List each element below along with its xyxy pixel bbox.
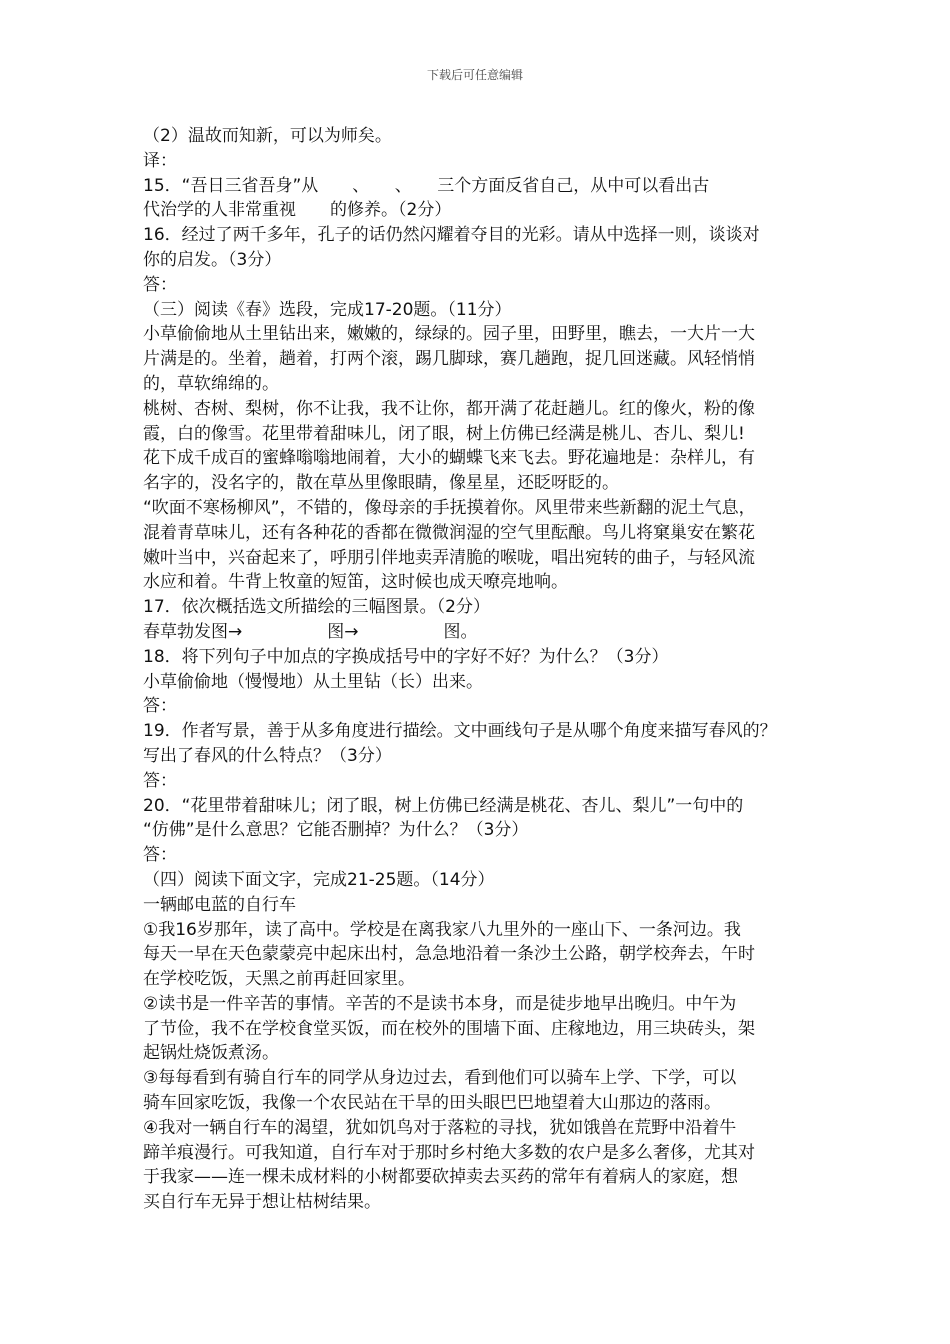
passage-line: 霞，白的像雪。花里带着甜味儿，闭了眼，树上仿佛已经满是桃儿、杏儿、梨儿! (143, 423, 745, 444)
question-16-line: 16．经过了两千多年，孔子的话仍然闪耀着夺目的光彩。请从中选择一则，谈谈对 (143, 225, 760, 246)
answer-label: 答： (143, 274, 177, 295)
passage-line: 了节俭，我不在学校食堂买饭，而在校外的围墙下面、庄稼地边，用三块砖头，架 (143, 1018, 755, 1039)
text-line: “仿佛”是什么意思？它能否删掉？为什么？（3分） (143, 820, 529, 841)
passage-line: 蹄羊痕漫行。可我知道，自行车对于那时乡村绝大多数的农户是多么奢侈，尤其对 (143, 1142, 755, 1163)
passage-line: 的，草软绵绵的。 (143, 373, 279, 394)
passage-line: ④我对一辆自行车的渴望，犹如饥鸟对于落粒的寻找，犹如饿兽在荒野中沿着牛 (143, 1117, 737, 1138)
question-18-line: 18．将下列句子中加点的字换成括号中的字好不好？为什么？（3分） (143, 646, 669, 667)
passage-line: “吹面不寒杨柳风”，不错的，像母亲的手抚摸着你。风里带来些新翻的泥土气息， (143, 497, 756, 518)
passage-line: 于我家——连一棵未成材料的小树都要砍掉卖去买药的常年有着病人的家庭，想 (143, 1167, 738, 1188)
question-17-line: 17．依次概括选文所描绘的三幅图景。（2分） (143, 597, 490, 618)
question-20-line: 20．“花里带着甜味儿；闭了眼，树上仿佛已经满是桃花、杏儿、梨儿”一句中的 (143, 795, 744, 816)
section-heading: （三）阅读《春》选段，完成17-20题。（11分） (143, 299, 512, 320)
passage-line: 桃树、杏树、梨树，你不让我，我不让你，都开满了花赶趟儿。红的像火，粉的像 (143, 398, 755, 419)
passage-line: 骑车回家吃饭，我像一个农民站在干旱的田头眼巴巴地望着大山那边的落雨。 (143, 1093, 721, 1114)
page-header: 下载后可任意编辑 (426, 68, 523, 82)
passage-line: 买自行车无异于想让枯树结果。 (143, 1192, 381, 1213)
answer-label: 答： (143, 845, 177, 866)
answer-label: 答： (143, 696, 177, 717)
passage-line: 起锅灶烧饭煮汤。 (143, 1043, 279, 1064)
question-19-line: 19．作者写景，善于从多角度进行描绘。文中画线句子是从哪个角度来描写春风的？ (143, 721, 777, 742)
passage-line: 片满是的。坐着，趟着，打两个滚，踢几脚球，赛几趟跑，捉几回迷藏。风轻悄悄 (143, 349, 755, 370)
document-body (143, 124, 823, 1215)
text-line: 代治学的人非常重视 的修养。（2分） (143, 200, 452, 221)
text-line: 春草勃发图→ 图→ 图。 (143, 621, 478, 642)
text-line: 写出了春风的什么特点？（3分） (143, 745, 392, 766)
passage-line: 花下成千成百的蜜蜂嗡嗡地闹着，大小的蝴蝶飞来飞去。野花遍地是：杂样儿，有 (143, 448, 755, 469)
passage-line: 嫩叶当中，兴奋起来了，呼朋引伴地卖弄清脆的喉咙，唱出宛转的曲子，与轻风流 (143, 547, 755, 568)
passage-line: 在学校吃饭，天黑之前再赶回家里。 (143, 969, 415, 990)
passage-line: ②读书是一件辛苦的事情。辛苦的不是读书本身，而是徒步地早出晚归。中午为 (143, 993, 737, 1014)
passage-line: 每天一早在天色蒙蒙亮中起床出村，急急地沿着一条沙土公路，朝学校奔去，午时 (143, 944, 755, 965)
passage-line: 小草偷偷地从土里钻出来，嫩嫩的，绿绿的。园子里，田野里，瞧去，一大片一大 (143, 324, 755, 345)
passage-line: 混着青草味儿，还有各种花的香都在微微润湿的空气里酝酿。鸟儿将窠巢安在繁花 (143, 522, 755, 543)
text-line: 译： (143, 150, 177, 171)
passage-line: ③每每看到有骑自行车的同学从身边过去，看到他们可以骑车上学、下学，可以 (143, 1068, 737, 1089)
passage-line: 水应和着。牛背上牧童的短笛，这时候也成天嘹亮地响。 (143, 572, 568, 593)
section-heading: （四）阅读下面文字，完成21-25题。（14分） (143, 869, 495, 890)
question-15-line: 15．“吾日三省吾身”从 、 、 三个方面反省自己，从中可以看出古 (143, 175, 710, 196)
passage-line: ①我16岁那年，读了高中。学校是在离我家八九里外的一座山下、一条河边。我 (143, 919, 741, 940)
answer-label: 答： (143, 770, 177, 791)
text-line: 小草偷偷地（慢慢地）从土里钻（长）出来。 (143, 671, 483, 692)
passage-line: 名字的，没名字的，散在草丛里像眼睛，像星星，还眨呀眨的。 (143, 473, 619, 494)
passage-title: 一辆邮电蓝的自行车 (143, 894, 296, 915)
text-line: 你的启发。（3分） (143, 249, 282, 270)
text-line: （2）温故而知新，可以为师矣。 (143, 126, 392, 146)
